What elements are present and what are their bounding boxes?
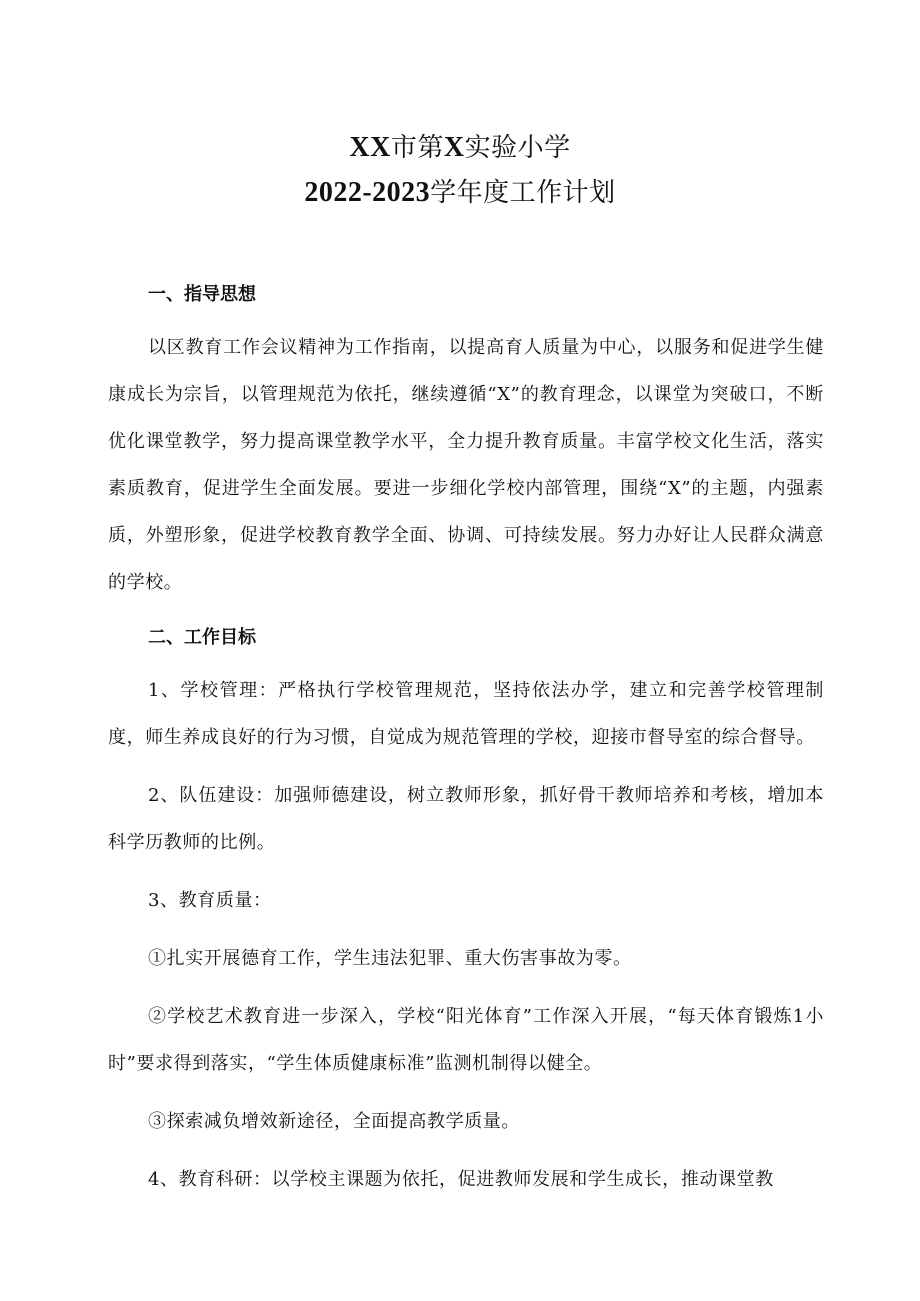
title-line-plan — [0, 170, 920, 215]
paragraph-goal-4: 4、教育科研：以学校主课题为依托，促进教师发展和学生成长，推动课堂教 — [148, 1169, 774, 1190]
paragraph-goal-1: 1、学校管理：严格执行学校管理规范，坚持依法办学，建立和完善学校管理制度，师生养成良好的行为习惯，自觉成为规范管理的学校，迎接市督导室的综合督导。 — [108, 680, 824, 748]
title-part: X — [443, 132, 465, 163]
paragraph-goal-3-3: ③探索减负增效新途径，全面提高教学质量。 — [148, 1111, 520, 1132]
paragraph-goal-2: 2、队伍建设：加强师德建设，树立教师形象，抓好骨干教师培养和考核，增加本科学历教师的比例。 — [108, 785, 824, 853]
document-title — [0, 125, 920, 215]
title-part: 市第 — [390, 133, 444, 163]
title-part: 2022-2023 — [304, 177, 431, 208]
title-part: 实验小学 — [464, 133, 571, 163]
document-body — [108, 266, 824, 1203]
paragraph-goal-3: 3、教育质量： — [148, 890, 272, 911]
title-part: 学年度工作计划 — [430, 178, 616, 208]
section-heading-guiding: 一、指导思想 — [148, 284, 256, 305]
title-part: XX — [349, 132, 391, 163]
paragraph-goal-3-1: ①扎实开展德育工作，学生违法犯罪、重大伤害事故为零。 — [148, 948, 632, 969]
title-line-school — [0, 125, 920, 170]
section-heading-goals: 二、工作目标 — [148, 627, 256, 648]
paragraph-guiding: 以区教育工作会议精神为工作指南，以提高育人质量为中心，以服务和促进学生健康成长为宗旨，以管理规范为依托，继续遵循“X”的教育理念，以课堂为突破口，不断优化课堂教学，努力提高课堂教学水平，全力提升教育质量。丰富学校文化生活，落实素质教育，促进学生全面发展。要进一步细化学校内部管理，围绕“X”的主题，内强素质，外塑形象，促进学校教育教学全面、协调、可持续发展。努力办好让人民群众满意的学校。 — [108, 337, 824, 593]
paragraph-goal-3-2: ②学校艺术教育进一步深入，学校“阳光体育”工作深入开展，“每天体育锻炼1小时”要求得到落实，“学生体质健康标准”监测机制得以健全。 — [108, 1006, 824, 1074]
